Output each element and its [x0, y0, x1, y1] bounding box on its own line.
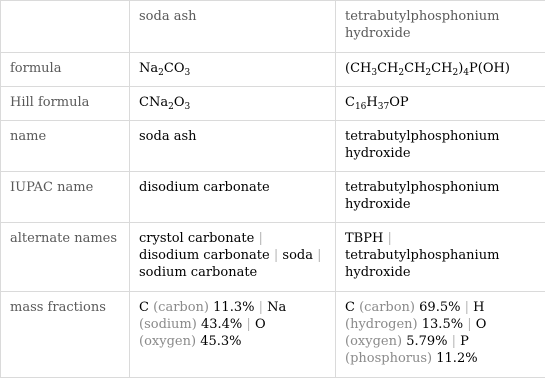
element-name: (phosphorus) — [345, 351, 433, 366]
row-label-name: name — [1, 121, 130, 172]
element-symbol: P — [460, 334, 469, 349]
formula-text: CNa — [139, 95, 169, 110]
subscript: 3 — [371, 68, 378, 78]
formula-text: P(OH) — [469, 61, 510, 76]
separator: | — [317, 248, 322, 263]
alternate-name: disodium carbonate — [139, 248, 270, 263]
separator: | — [258, 231, 263, 246]
subscript: 2 — [425, 68, 432, 78]
name-cell-tbph: tetrabutylphosphonium hydroxide — [336, 121, 545, 172]
subscript: 3 — [184, 68, 191, 78]
element-name: (carbon) — [153, 300, 210, 315]
alternate-name: sodium carbonate — [139, 265, 258, 280]
row-label-iupac-name: IUPAC name — [1, 172, 130, 223]
formula-text: CH — [431, 61, 453, 76]
formula-cell-tbph — [336, 53, 545, 87]
table-row — [1, 87, 545, 121]
element-name: (oxygen) — [345, 334, 403, 349]
name-cell-soda-ash: soda ash — [130, 121, 336, 172]
formula-text: C — [345, 95, 355, 110]
formula-text: (CH — [345, 61, 372, 76]
separator: | — [464, 300, 469, 315]
alternate-name: tetrabutylphosphanium hydroxide — [345, 248, 500, 280]
hill-cell-tbph — [336, 87, 545, 121]
hill-cell-soda-ash — [130, 87, 336, 121]
alternate-name: soda — [282, 248, 313, 263]
element-name: (carbon) — [359, 300, 416, 315]
fraction-value: 11.3% — [213, 300, 255, 315]
alternate-name: TBPH — [345, 231, 384, 246]
alternate-name: crystol carbonate — [139, 231, 255, 246]
element-symbol: H — [473, 300, 485, 315]
subscript: 3 — [184, 102, 191, 112]
element-symbol: O — [475, 317, 487, 332]
separator: | — [451, 334, 457, 349]
table-row — [1, 223, 545, 292]
column-header-soda-ash: soda ash — [130, 1, 336, 53]
row-label-mass-fractions: mass fractions — [1, 292, 130, 378]
table-row — [1, 292, 545, 378]
formula-text: CO — [163, 61, 185, 76]
mass-fractions-cell-tbph — [336, 292, 545, 378]
fraction-value: 13.5% — [421, 317, 464, 332]
mass-fractions-cell-soda-ash — [130, 292, 336, 378]
formula-text: ) — [458, 61, 464, 76]
fraction-value: 11.2% — [436, 351, 478, 366]
subscript: 16 — [354, 102, 367, 112]
formula-text: O — [173, 95, 185, 110]
formula-text: CH — [377, 61, 399, 76]
row-label-hill-formula: Hill formula — [1, 87, 130, 121]
element-name: (hydrogen) — [345, 317, 418, 332]
table-row — [1, 121, 545, 172]
alternate-names-cell-soda-ash — [130, 223, 336, 292]
corner-cell — [1, 1, 130, 53]
column-header-tbph: tetrabutylphosphonium hydroxide — [336, 1, 545, 53]
alternate-names-cell-tbph — [336, 223, 545, 292]
fraction-value: 69.5% — [419, 300, 461, 315]
header-row — [1, 1, 545, 53]
element-name: (oxygen) — [139, 334, 197, 349]
subscript: 37 — [377, 102, 390, 112]
separator: | — [258, 300, 263, 315]
formula-text: H — [366, 95, 378, 110]
iupac-cell-tbph: tetrabutylphosphonium hydroxide — [336, 172, 545, 223]
fraction-value: 5.79% — [406, 334, 448, 349]
separator: | — [246, 317, 251, 332]
separator: | — [467, 317, 472, 332]
formula-cell-soda-ash — [130, 53, 336, 87]
separator: | — [273, 248, 279, 263]
element-name: (sodium) — [139, 317, 197, 332]
subscript: 2 — [168, 102, 174, 112]
table-row — [1, 172, 545, 223]
table-row — [1, 53, 545, 87]
element-symbol: O — [254, 317, 266, 332]
subscript: 2 — [158, 68, 164, 78]
row-label-alternate-names: alternate names — [1, 223, 130, 292]
iupac-cell-soda-ash: disodium carbonate — [130, 172, 336, 223]
row-label-formula: formula — [1, 53, 130, 87]
fraction-value: 43.4% — [200, 317, 243, 332]
element-symbol: Na — [267, 300, 287, 315]
subscript: 2 — [398, 68, 405, 78]
separator: | — [387, 231, 392, 246]
formula-text: OP — [389, 95, 409, 110]
subscript: 4 — [463, 68, 469, 78]
element-symbol: C — [345, 300, 355, 315]
formula-text: CH — [404, 61, 426, 76]
subscript: 2 — [452, 68, 459, 78]
fraction-value: 45.3% — [200, 334, 242, 349]
formula-text: Na — [139, 61, 159, 76]
element-symbol: C — [139, 300, 149, 315]
